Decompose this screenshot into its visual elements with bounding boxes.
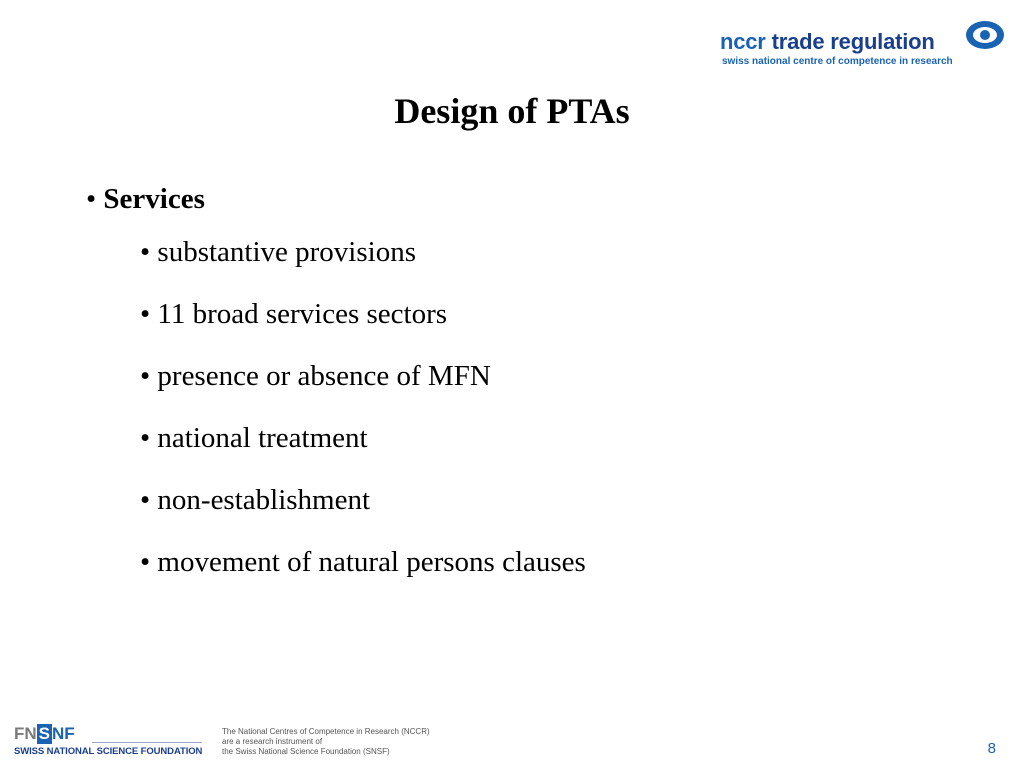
item-text: substantive provisions [157,236,416,268]
list-item [140,484,586,546]
item-bullet: • [140,546,151,578]
item-text: non-establishment [157,484,371,516]
list-item [140,360,586,422]
footer-note-line: The National Centres of Competence in Research (NCCR) [222,727,430,736]
fnsnf-logo [14,724,204,758]
logo-word-trade-regulation: trade regulation [771,29,935,54]
nccr-logo [720,16,1010,72]
item-text: 11 broad services sectors [157,298,448,330]
list-item [140,546,586,608]
list-item [140,236,586,298]
footer-note-line: are a research instrument of [222,737,323,746]
item-bullet: • [140,484,151,516]
item-text: national treatment [157,422,368,454]
fnsnf-s: S [38,724,51,743]
item-text: presence or absence of MFN [157,360,491,392]
logo-word-nccr: nccr [720,29,766,54]
page-number: 8 [987,740,996,757]
section-bullet: • [86,183,97,215]
item-text: movement of natural persons clauses [157,546,586,578]
fnsnf-name: SWISS NATIONAL SCIENCE FOUNDATION [14,746,203,757]
fnsnf-fn: FN [14,724,37,743]
item-bullet: • [140,422,151,454]
slide-title: Design of PTAs [394,91,630,131]
item-bullet: • [140,360,151,392]
fnsnf-nf: NF [52,724,75,743]
footer-note-line: the Swiss National Science Foundation (SNSF) [222,747,390,756]
eye-logo-icon [964,18,1006,52]
bullet-list [140,236,586,608]
section-label: Services [103,183,205,215]
footer-note [222,727,430,757]
logo-subtitle: swiss national centre of competence in research [722,56,953,67]
item-bullet: • [140,298,151,330]
fnsnf-mark [14,724,75,744]
fnsnf-divider [92,742,202,743]
section-heading [86,183,205,216]
item-bullet: • [140,236,151,268]
list-item [140,298,586,360]
list-item [140,422,586,484]
logo-wordmark [720,29,935,55]
